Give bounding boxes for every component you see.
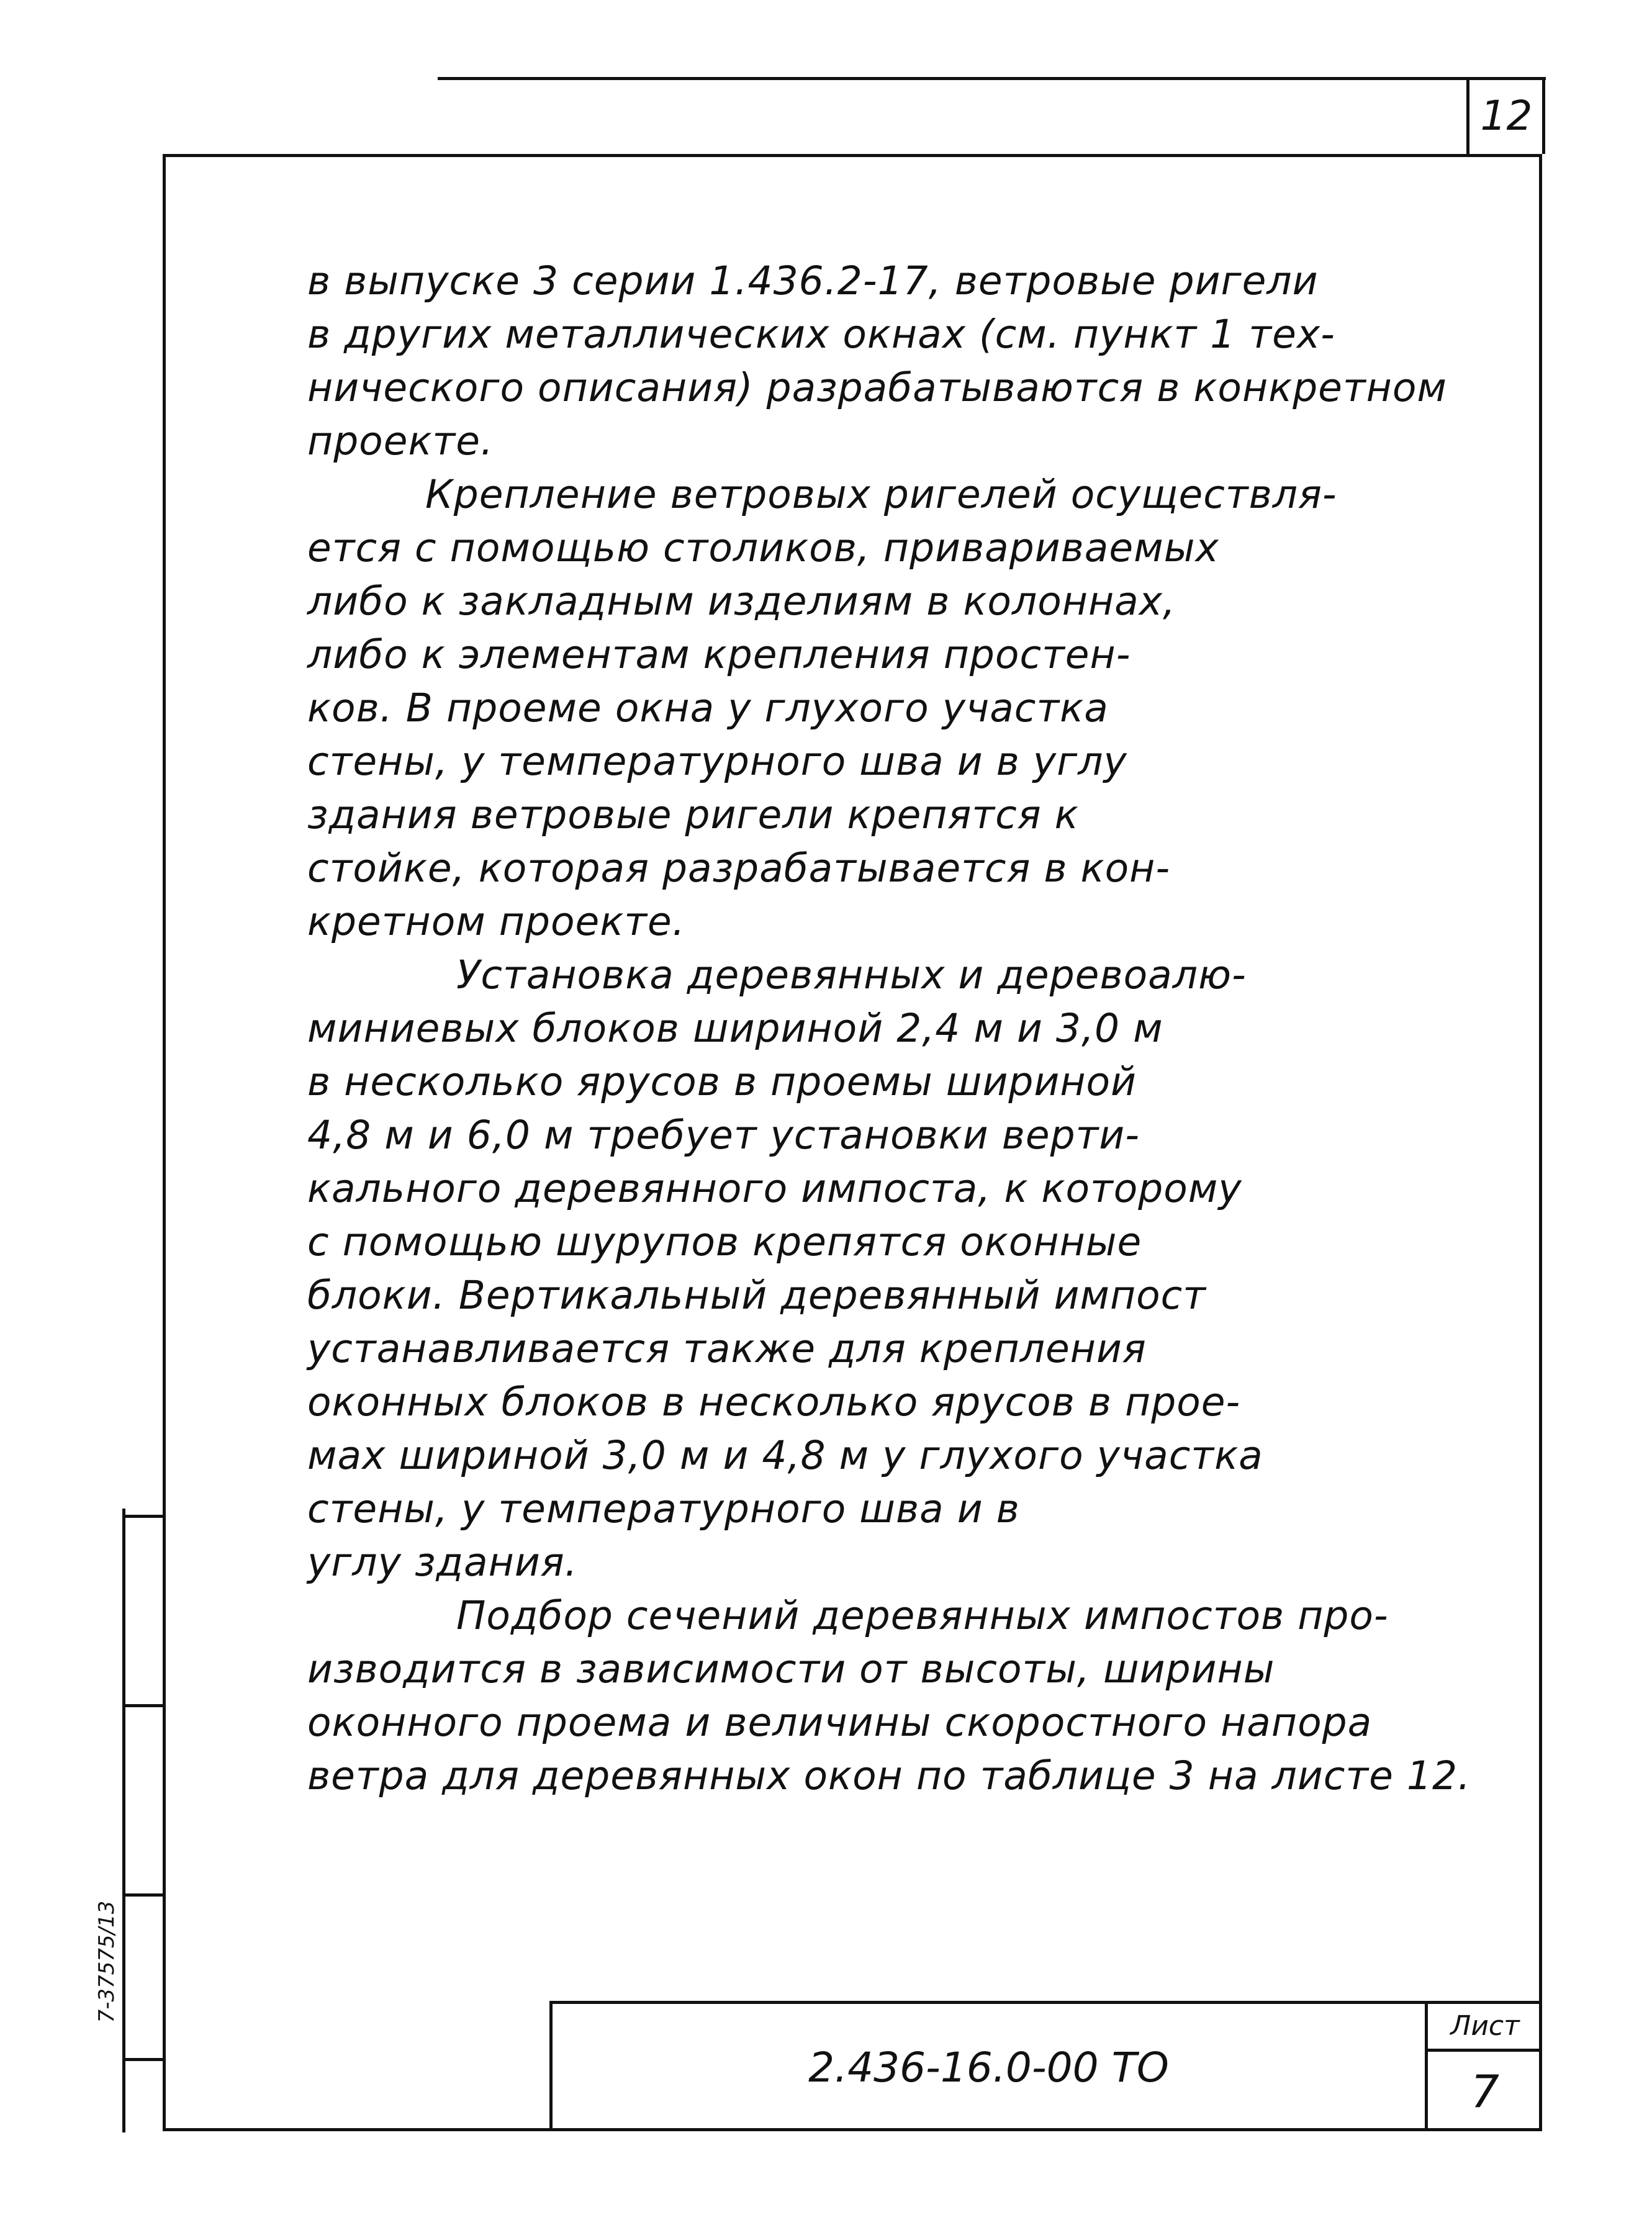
margin-tick <box>122 1893 163 1897</box>
body-line: блоки. Вертикальный деревянный импост <box>307 1273 1207 1318</box>
body-line: устанавливается также для крепления <box>307 1326 1147 1371</box>
body-line: оконных блоков в несколько ярусов в прое- <box>307 1379 1241 1425</box>
body-line: ветра для деревянных окон по таблице 3 на листе 12. <box>307 1753 1471 1798</box>
body-line: 4,8 м и 6,0 м требует установки верти- <box>307 1112 1140 1158</box>
title-block <box>549 2001 1542 2131</box>
paragraph-start-line: Установка деревянных и деревоалю- <box>456 952 1247 998</box>
body-line: либо к элементам крепления простен- <box>307 632 1131 677</box>
body-line: стены, у температурного шва и в <box>307 1486 1020 1532</box>
document-body <box>307 255 1471 1803</box>
margin-tick <box>122 1704 163 1707</box>
body-line: изводится в зависимости от высоты, ширины <box>307 1646 1275 1692</box>
paragraph-start-line: Крепление ветровых ригелей осуществля- <box>425 472 1337 517</box>
paragraph-start-line: Подбор сечений деревянных импостов про- <box>456 1593 1389 1638</box>
body-line: миниевых блоков шириной 2,4 м и 3,0 м <box>307 1006 1163 1051</box>
body-line: оконного проема и величины скоростного напора <box>307 1700 1373 1745</box>
body-line: в несколько ярусов в проемы шириной <box>307 1059 1137 1104</box>
inventory-number: 7-37575/13 <box>94 1900 119 2023</box>
body-line: нического описания) разрабатываются в конкретном <box>307 365 1447 410</box>
body-line: здания ветровые ригели крепятся к <box>307 792 1079 837</box>
top-border-line <box>438 77 1546 80</box>
body-line: в выпуске 3 серии 1.436.2-17, ветровые ригели <box>307 258 1319 304</box>
body-line: углу здания. <box>307 1540 578 1585</box>
body-line: мах шириной 3,0 м и 4,8 м у глухого участка <box>307 1433 1263 1478</box>
body-line: кального деревянного импоста, к которому <box>307 1166 1242 1211</box>
body-line: с помощью шурупов крепятся оконные <box>307 1219 1142 1265</box>
sheet-label: Лист <box>1428 2004 1542 2052</box>
sheet-number: 12 <box>1480 92 1533 140</box>
body-line: стены, у температурного шва и в углу <box>307 739 1127 784</box>
body-line: стойке, которая разрабатывается в кон- <box>307 846 1171 891</box>
document-code: 2.436-16.0-00 ТО <box>808 2044 1169 2091</box>
margin-tick <box>122 2058 163 2061</box>
margin-tick <box>122 1509 125 2132</box>
sheet-cell <box>1425 2004 1542 2131</box>
body-line: в других металлических окнах (см. пункт 1 тех- <box>307 312 1335 357</box>
sheet-number-box <box>1466 77 1543 155</box>
body-line: проекте. <box>307 418 494 464</box>
margin-tick <box>122 1515 163 1518</box>
body-line: ков. В проеме окна у глухого участка <box>307 685 1109 731</box>
sheet-value: 7 <box>1471 2065 1499 2118</box>
body-line: либо к закладным изделиям в колоннах, <box>307 579 1176 624</box>
body-line: ется с помощью столиков, привариваемых <box>307 525 1219 571</box>
body-line: кретном проекте. <box>307 899 685 944</box>
